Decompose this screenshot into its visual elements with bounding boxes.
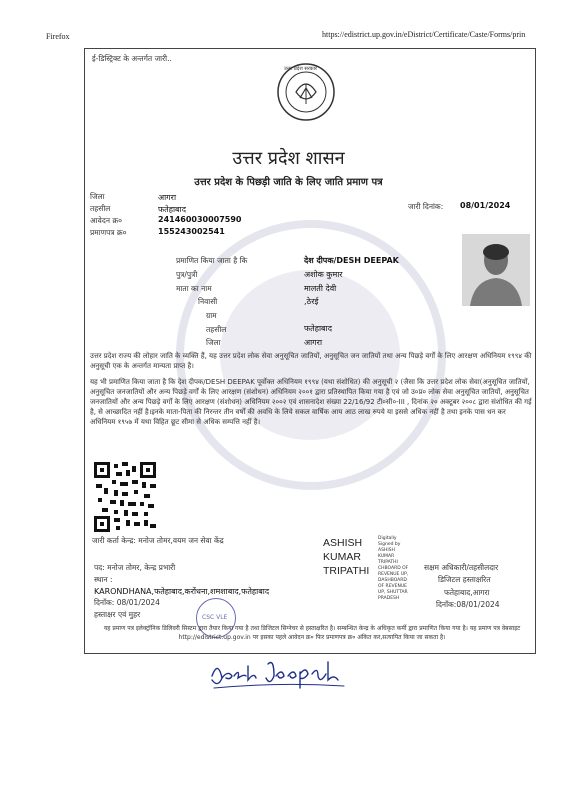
certificate-title: उत्तर प्रदेश शासन xyxy=(232,148,345,169)
application-label: आवेदन क्र० xyxy=(90,216,123,225)
authority-digital-sign: डिजिटल हस्ताक्षरित xyxy=(438,575,491,584)
applicant-name: देश दीपक/DESH DEEPAK xyxy=(304,256,399,265)
village-label: ग्राम xyxy=(206,311,217,320)
verification-footer-note: यह प्रमाण पत्र इलेक्ट्रॉनिक डिलिवरी सिस्टम द्वारा तैयार किया गया है तथा डिजिटल सिग्नेचर से हस्ताक्षरित है। सम्बन्धित केन्द्र के अधिकृत कर्मी द्वारा प्रमाणित किया गया है। यह प्रमाण पत्र वेबसाइट http://edistrict.up.gov.in पर इसका पहले आवेदन क्र० फिर प्रमाणपत्र क्र० अंकित कर,सत्यापित किया जा सकता है। xyxy=(103,625,521,641)
person-tehsil-label: तहसील xyxy=(206,325,227,334)
tehsil-value: फतेहाबाद xyxy=(158,205,186,214)
emblem-caption: उत्तर प्रदेश सरकार xyxy=(284,66,317,72)
mother-label: माता का नाम xyxy=(176,284,212,293)
certify-label: प्रमाणित किया जाता है कि xyxy=(176,256,248,265)
issuer-sign-label: हस्ताक्षर एवं मुहर xyxy=(94,610,141,619)
qr-code-icon xyxy=(94,462,156,532)
resident-label: निवासी xyxy=(198,297,218,306)
authority-title: सक्षम अधिकारी/तहसीलदार xyxy=(424,563,499,572)
creamy-layer-paragraph: यह भी प्रमाणित किया जाता है कि देश दीपक/DESH DEEPAK पूर्वोक्त अधिनियम १९९४ (यथा संशोधित) की अनुसूची २ (जैसा कि उत्तर प्रदेश लोक सेवा(अनुसूचित जातियों, अनुसूचित जनजातियों और अन्य पिछड़े वर्गों के लिए आरक्षण (संशोधन) अधिनियम २००१ द्वारा प्रतिस्थापित किया गया है एवं जो उ०प्र० लोक सेवा अनुसूचित जातियों, अनुसूचित जनजातियों और अन्य पिछड़े वर्गों के लिए आरक्षण (संशोधन) अधिनियम २००२ एवं शासनादेश संख्या 22/16/92 टी०सी०-III , दिनांक २० अक्टूबर २००८ द्वारा संशोधित की गई है, से आच्छादित नहीं है।इनके माता-पिता की निरन्तर तीन वर्षों की अवधि के लिये सकल वार्षिक आय आठ लाख रुपये या इससे अधिक नहीं है तथा इनके पास धन कर अधिनियम १९५७ में यथा विहित छूट सीमा से अधिक सम्पत्ति नहीं है। xyxy=(90,378,532,426)
issue-date-label: जारी दिनांक: xyxy=(408,202,444,211)
authority-place: फतेहाबाद,आगरा xyxy=(444,588,490,597)
issuer-place-value: KARONDHANA,फतेहाबाद,करोंधना,शमशाबाद,फतेहाबाद xyxy=(94,587,270,596)
digital-signer-name: ASHISH KUMAR TRIPATHI xyxy=(323,537,370,577)
issuer-place-label: स्थान : xyxy=(94,575,113,584)
mother-name: मालती देवी xyxy=(304,284,337,293)
person-district-label: जिला xyxy=(206,338,221,347)
issuer-date: दिनाँक: 08/01/2024 xyxy=(94,598,160,607)
person-district-value: आगरा xyxy=(304,338,323,347)
resident-value: ,ठेरई xyxy=(304,297,319,306)
father-name: अशोक कुमार xyxy=(304,270,343,279)
authority-date: दिनाँक:08/01/2024 xyxy=(436,600,500,609)
tehsil-label: तहसील xyxy=(90,204,111,213)
father-label: पुत्र/पुत्री xyxy=(176,270,198,279)
digital-signature-details: Digitally Signed by ASHISH KUMAR TRIPATHI CHBOARD OF REVENUE UP, DASHBOARD OF REVENUE UP, SHUTTAR PRADESH xyxy=(378,536,409,601)
application-number: 241460030007590 xyxy=(158,215,242,224)
issuer-center: जारी कर्ता केन्द्र: मनोज तोमर,वयम जन सेवा केंद्र xyxy=(92,536,224,545)
certificate-number: 155243002541 xyxy=(158,227,225,236)
issuer-post: पद: मनोज तोमर, केन्द्र प्रभारी xyxy=(94,563,176,572)
applicant-photo xyxy=(462,234,530,306)
issued-under-text: ई-डिस्ट्रिक्ट के अन्तर्गत जारी.. xyxy=(92,54,172,63)
browser-url[interactable]: https://edistrict.up.gov.in/eDistrict/Certificate/Caste/Forms/prin xyxy=(322,30,526,39)
district-value: आगरा xyxy=(158,193,177,202)
issue-date-value: 08/01/2024 xyxy=(460,201,511,210)
district-label: जिला xyxy=(90,192,105,201)
certificate-number-label: प्रमाणपत्र क्र० xyxy=(90,228,127,237)
csc-stamp-text: CSC VLE xyxy=(202,614,228,621)
browser-app-name: Firefox xyxy=(46,32,70,41)
applicant-handwritten-signature xyxy=(208,654,348,694)
person-tehsil-value: फतेहाबाद xyxy=(304,324,332,333)
certificate-subtitle: उत्तर प्रदेश के पिछड़ी जाति के लिए जाति प्रमाण पत्र xyxy=(194,177,383,188)
caste-paragraph: उत्तर प्रदेश राज्य की लोहार जाति के व्यक्ति हैं, यह उत्तर प्रदेश लोक सेवा अनुसूचित जातियों, अनुसूचित जन जातियों तथा अन्य पिछड़े वर्गों के लिए आरक्षण अधिनियम १९९४ की अनुसूची एक के अन्तर्गत मान्यता प्राप्त है। xyxy=(90,352,532,370)
